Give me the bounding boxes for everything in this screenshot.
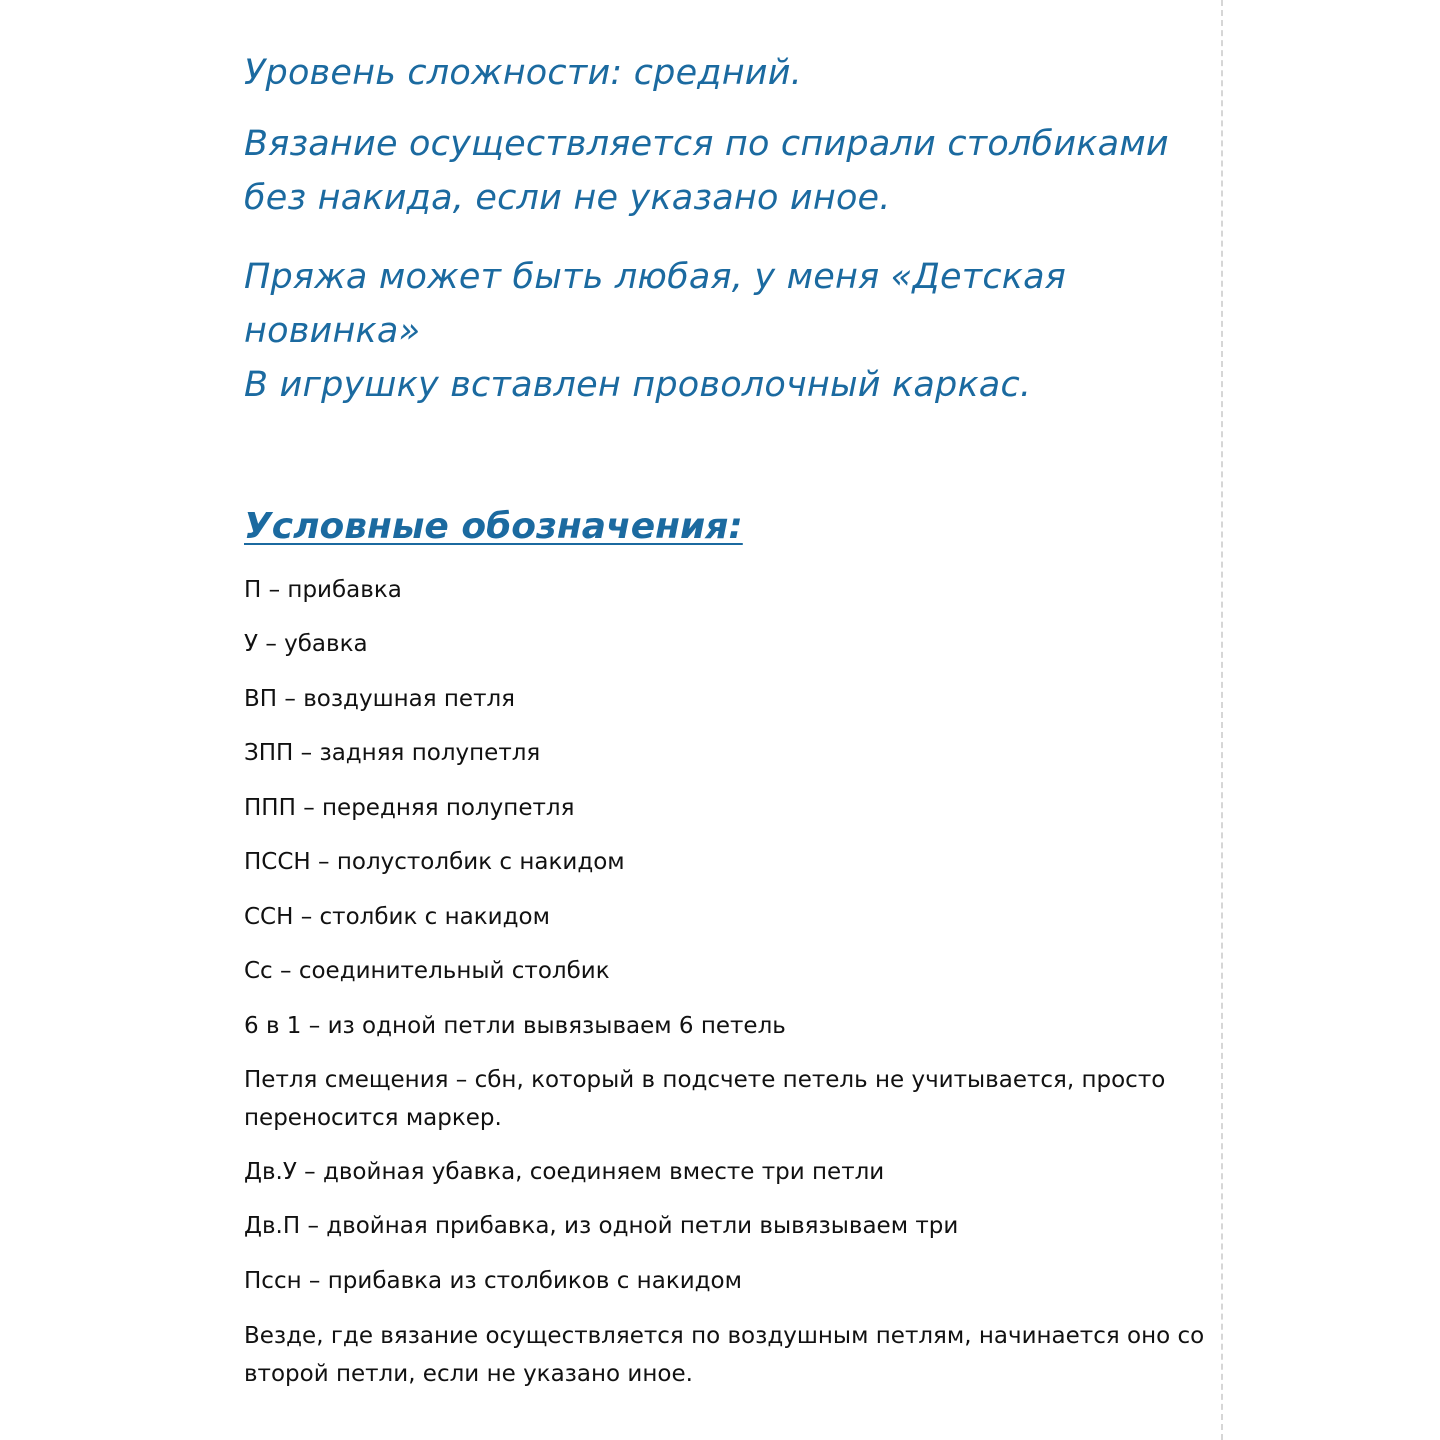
- legend-item-back-loop: ЗПП – задняя полупетля: [244, 740, 541, 766]
- legend-item-offset-loop-line-2: переносится маркер.: [244, 1105, 502, 1131]
- legend-note-line-2: второй петли, если не указано иное.: [244, 1361, 693, 1387]
- yarn-line-1: Пряжа может быть любая, у меня «Детская: [244, 257, 1067, 297]
- legend-item-half-double: ПССН – полустолбик с накидом: [244, 849, 625, 875]
- legend-item-double-increase: Дв.П – двойная прибавка, из одной петли вывязываем три: [244, 1213, 959, 1239]
- legend-item-offset-loop-line-1: Петля смещения – сбн, который в подсчете петель не учитывается, просто: [244, 1067, 1166, 1093]
- legend-item-chain-stitch: ВП – воздушная петля: [244, 686, 516, 712]
- page-edge-divider: [1221, 0, 1223, 1440]
- legend-item-increase: П – прибавка: [244, 577, 402, 603]
- difficulty-text: Уровень сложности: средний.: [244, 53, 802, 93]
- legend-title: Условные обозначения:: [244, 506, 743, 547]
- legend-item-double-decrease: Дв.У – двойная убавка, соединяем вместе три петли: [244, 1159, 885, 1185]
- knitting-method-line-1: Вязание осуществляется по спирали столбиками: [244, 124, 1169, 164]
- legend-item-slip-stitch: Сс – соединительный столбик: [244, 958, 610, 984]
- legend-item-front-loop: ППП – передняя полупетля: [244, 795, 575, 821]
- wire-frame-line: В игрушку вставлен проволочный каркас.: [244, 365, 1032, 405]
- legend-note-chain-start: [244, 1317, 1204, 1393]
- legend-item-double-crochet-increase: Пссн – прибавка из столбиков с накидом: [244, 1268, 742, 1294]
- knitting-method-text: [244, 117, 1169, 225]
- yarn-text: [244, 250, 1066, 412]
- legend-item-offset-loop: [244, 1061, 1165, 1137]
- yarn-line-2: новинка»: [244, 311, 421, 351]
- legend-item-double: ССН – столбик с накидом: [244, 904, 550, 930]
- legend-item-six-in-one: 6 в 1 – из одной петли вывязываем 6 петель: [244, 1013, 786, 1039]
- legend-item-decrease: У – убавка: [244, 631, 368, 657]
- legend-note-line-1: Везде, где вязание осуществляется по воздушным петлям, начинается оно со: [244, 1323, 1205, 1349]
- knitting-method-line-2: без накида, если не указано иное.: [244, 178, 891, 218]
